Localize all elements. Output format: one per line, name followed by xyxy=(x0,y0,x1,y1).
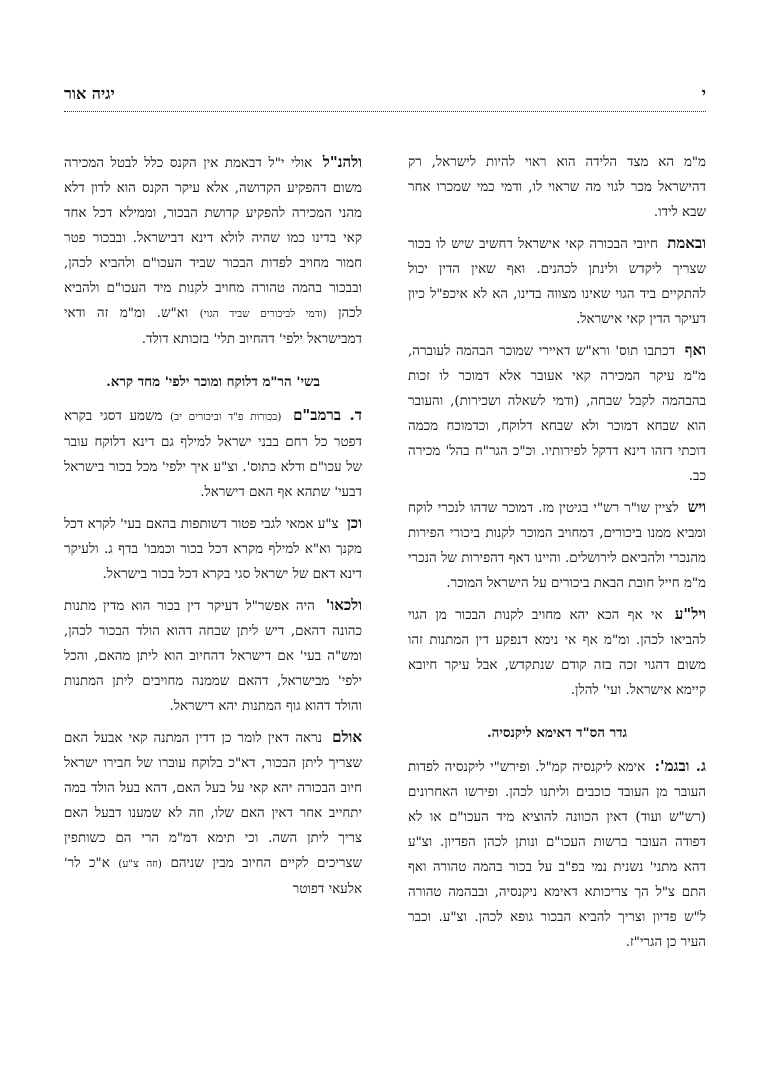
running-title: יגיה אור xyxy=(64,84,115,103)
paragraph xyxy=(408,495,706,596)
paragraph-lead: ולכאו' xyxy=(325,596,363,614)
running-header xyxy=(64,82,706,106)
paragraph-text: לציין שו"ר רש"י בגיטין מז. דמוכר שדהו לנכרי לוקח ומביא ממנו ביכורים, דמחויב המוכר לקנות ביכורי הפירות מהנכרי ולהביאם לירושלים. והיינו דאף דהפירות של הנכרי מ"מ חייל חובת הבאת ביכורים על הישראל המוכר. xyxy=(408,501,706,591)
paragraph-lead: ד. ברמב"ם xyxy=(293,406,362,424)
paragraph-lead: ג. ובגמ': xyxy=(654,757,706,775)
paragraph xyxy=(408,754,706,955)
right-column xyxy=(408,150,706,961)
parenthetical-note: (ודמי לביכורים שביד הגוי) xyxy=(199,308,327,320)
paragraph-text: נראה דאין לומר כן דדין המתנה קאי אבעל האם שצריך ליתן הבכור, דא"כ בלוקח עוברו של חבירו ישראל חיוב הבכורה יהא קאי על בעל האם, דהא בעל הולד במה יתחייב אחר דאין האם שלו, וזה לא שמענו דבעל האם צריך ליתן השה. וכי תימא דמ"מ הרי הם כשותפין שצריכים לקיים החיוב מבין שניהם xyxy=(64,731,362,871)
paragraph-text: היה אפשר"ל דעיקר דין בכור הוא מדין מתנות כהונה דהאם, דיש ליתן שבחה דהוא הולד הבכור לכהן, ומש"ה בעי' אם דישראל דהחיוב הוא ליתן מהאם, והכל ילפי' מבישראל, דהאם שממנה מחויבים ליתן המתנות והולד דהוא גוף המתנות יהא דישראל. xyxy=(64,599,362,714)
section-title: גדר הס"ד דאימא ליקנסיה. xyxy=(486,725,628,741)
paragraph xyxy=(64,150,362,352)
paragraph-text: אי אף הכא יהא מחויב לקנות הבכור מן הגוי להביאו לכהן. ומ"מ אף אי נימא דנפקע דין המתנות זהו משום דהגוי זכה בזה קודם שנתקדש, אבל עיקר חיובא קיימא אישראל. ועי' להלן. xyxy=(408,608,706,698)
parenthetical-note: (בכורות פ"ד וביכורים יב) xyxy=(170,411,282,423)
paragraph-lead: ויל"ע xyxy=(674,605,706,623)
paragraph-text: חיובי הבכורה קאי אישראל דחשיב שיש לו בכור שצריך ליקדש ולינתן לכהנים. ואף שאין הדין יכול להתקיים ביד הגוי שאינו מצווה בדינו, הא לא איכפ"ל כיון דעיקר הדין קאי אישראל. xyxy=(408,237,706,327)
paragraph-lead: ובאמת xyxy=(667,234,706,252)
left-column xyxy=(64,150,362,908)
parenthetical-note: (וזה צ"ע) xyxy=(118,858,162,870)
section-title: בשי' הר"מ דלוקח ומוכר ילפי' מחד קרא. xyxy=(106,374,320,390)
paragraph xyxy=(408,602,706,703)
paragraph-text: משמע דסגי בקרא דפטר כל רחם בבני ישראל למילף גם דינא דלוקח עובר של עכו"ם ודלא כתוס'. וצ"ע איך ילפי' מכל בכור בישראל דבעי' שתהא אף האם דישראל. xyxy=(64,409,362,500)
page-number: י xyxy=(701,84,706,103)
paragraph-lead: אולם xyxy=(332,728,362,746)
paragraph xyxy=(64,725,362,902)
header-divider xyxy=(64,111,706,112)
paragraph-lead: וכן xyxy=(346,514,362,532)
paragraph xyxy=(64,593,362,719)
paragraph-lead: ואף xyxy=(684,341,707,359)
paragraph-text: אולי י"ל דבאמת אין הקנס כלל לבטל המכירה משום דהפקיע הקדושה, אלא עיקר הקנס הוא לדון דלא מהני המכירה להפקיע קדושת הבכור, וממילא דכל אחד קאי בדינו כמו שהיה לולא דינא דבישראל. ובבכור פטר חמור מחויב לפדות הבכור שביד העכו"ם ולהביא לכהן, ובבכור בהמה טהורה מחויב לקנות מיד העכו"ם ולהביא לכהן xyxy=(64,156,362,321)
paragraph-text: צ"ע אמאי לגבי פטור דשותפות בהאם בעי' לקרא דכל מקנך וא"א למילף מקרא דכל בכור וכמבו' בדף ג. ולעיקר דינא דאם של ישראל סגי בקרא דכל בכור בישראל. xyxy=(64,517,362,582)
paragraph xyxy=(408,231,706,332)
paragraph-text: מ"מ הא מצד הלידה הוא ראוי להיות לישראל, רק דהישראל מכר לגוי מה שראוי לו, ודמי כמי שמכרו אחר שבא לידו. xyxy=(408,155,706,220)
paragraph xyxy=(408,338,706,489)
paragraph xyxy=(408,150,706,225)
paragraph-text-tail: וא"ש. ומ"מ זה ודאי דמבישראל ילפי' דהחיוב תלי' בזכותא דולד. xyxy=(64,306,362,347)
paragraph-text: דכתבו תוס' ורא"ש דאיירי שמוכר הבהמה לעוברה, מ"מ עיקר המכירה קאי אעובר אלא דמוכר לו זכות בהבהמה לקבל שבחה, (ודמי לשאלה ושכירות), והעובר הוא שבחא דמוכר ולא שבחא דלוקח, וכדמוכח מכמה דוכתי דזהו דינא דדקל לפירותיו. וכ"כ הגר"ח בהל' מכירה כב. xyxy=(408,344,706,484)
paragraph-lead: ויש xyxy=(687,498,706,516)
paragraph xyxy=(64,511,362,587)
paragraph-text: אימא ליקנסיה קמ"ל. ופירש"י ליקנסיה לפדות העובר מן העובד כוכבים וליתנו לכהן. ופירשו האחרונים (רש"ש ועוד) דאין הכוונה להוציא מיד העכו"ם או לא דפודה העובר ברשות העכו"ם ונותן לכהן הפדיון. וצ"ע דהא מתני' נשנית נמי בפ"ב על בכור בהמה טהורה ואף התם צ"ל הך צריכותא דאימא ניקנסיה, ובבהמה טהורה ל"ש פדיון וצריך להביא הבכור גופא לכהן. וצ"ע. וכבר העיר כן הגרי"ז. xyxy=(408,760,706,950)
paragraph-lead: ולהנ"ל xyxy=(322,153,362,171)
paragraph-text-tail: א"כ לר' אלעאי דפוטר xyxy=(64,856,362,897)
paragraph xyxy=(64,403,362,505)
